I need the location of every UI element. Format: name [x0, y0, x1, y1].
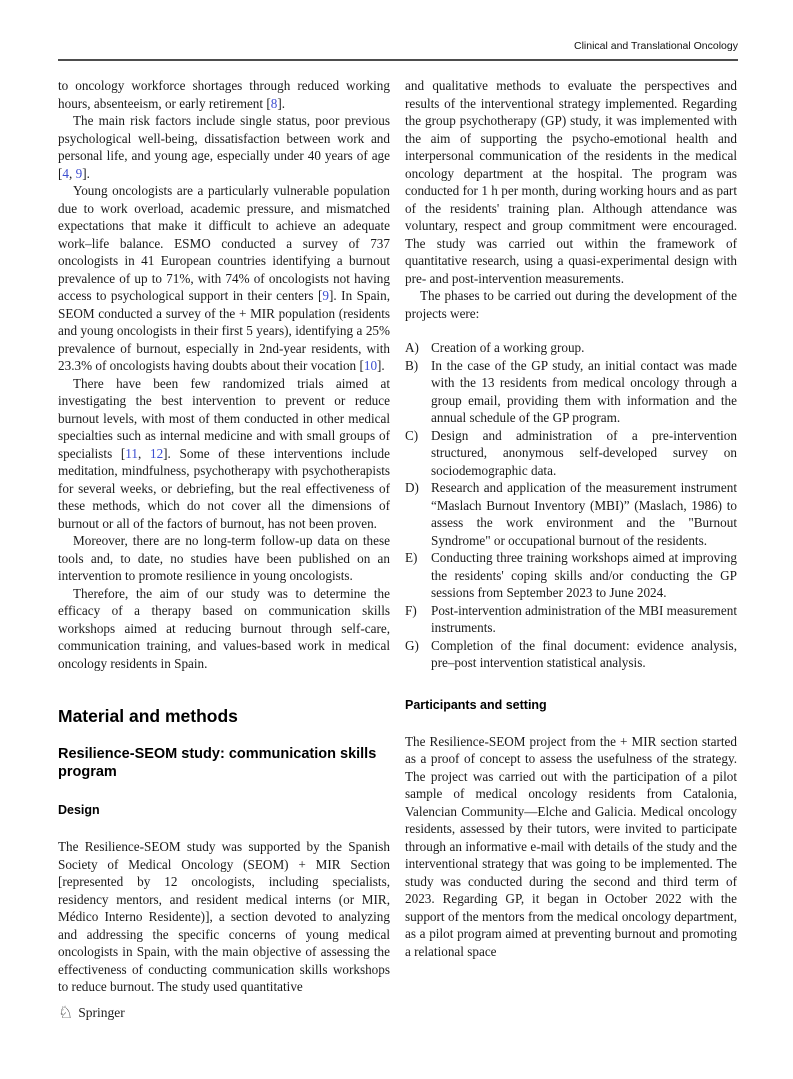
right-column — [405, 77, 737, 996]
text-run: The main risk factors include single status, poor previous psychological well-being, dissatisfaction between work and personal life, and young age, especially under 40 years of age [ — [58, 113, 390, 181]
list-item-text: Completion of the final document: evidence analysis, pre–post intervention statistical analysis. — [431, 637, 737, 670]
list-item-phase-e — [405, 549, 737, 602]
list-item-phase-a — [405, 339, 737, 357]
page-header — [58, 40, 738, 61]
left-column — [58, 77, 390, 996]
page-content — [58, 40, 738, 996]
paragraph-no-followup-data — [58, 532, 390, 585]
list-item-phase-c — [405, 427, 737, 480]
citation-link[interactable]: 12 — [149, 445, 164, 461]
list-item-label: C) — [405, 427, 419, 443]
list-item-phase-d — [405, 479, 737, 549]
paragraph-participants-description: The Resilience-SEOM project from the + MIR section started as a proof of concept to assess the usefulness of the strategy. The project was carried out with the participation of a pilot sample of medical oncology residents from Catalonia, Valencian Community—Elche and Galicia. Medical oncology residents, assessed by their tutors, were invited to participate through an informative e-mail with details of the study and the interventional strategy that was going to be implemented. The study was conducted during the second and third term of 2023. Regarding GP, it began in October 2022 with the support of the mentors from the medical oncology department, as a pilot program aimed at preventing burnout and promoting a relational space — [405, 733, 737, 959]
text-run: ]. In Spain, SEOM conducted a survey of the + MIR population (residents and young oncologists in their first 5 years), identifying a 25% prevalence of burnout, especially in 2nd-year residents, with 23.3% of oncologists having doubts about their vocation [ — [58, 288, 390, 373]
text-run: , — [137, 445, 150, 461]
list-item-phase-g — [405, 637, 737, 672]
list-item-label: F) — [405, 602, 417, 618]
publisher-name: Springer — [78, 1004, 125, 1020]
list-item-label: G) — [405, 637, 419, 653]
phases-list — [405, 339, 737, 672]
text-run: , — [69, 165, 76, 181]
text-run: Moreover, there are no long-term follow-up data on these tools and, to date, no studies have been published on an intervention to promote resilience in young oncologists. — [58, 533, 390, 583]
paragraph-workforce-shortages — [58, 77, 390, 112]
citation-link[interactable]: 11 — [125, 445, 138, 461]
citation-link[interactable]: 10 — [363, 358, 378, 373]
list-item-text: Post-intervention administration of the MBI measurement instruments. — [431, 602, 737, 635]
header-rule — [58, 59, 738, 61]
paragraph-risk-factors — [58, 112, 390, 182]
subsection-heading-resilience-seom-study: Resilience-SEOM study: communication skills program — [58, 746, 377, 781]
citation-link[interactable]: 9 — [322, 288, 329, 303]
list-item-text: Research and application of the measurement instrument “Maslach Burnout Inventory (MBI)” (Maslach, 1986) to assess the work environment and the "Burnout Syndrome" or occupational burnout of the residents. — [431, 480, 737, 548]
page-footer — [58, 1004, 125, 1021]
text-run: ]. Some of these interventions include meditation, mindfulness, psychotherapy with psychotherapists for several weeks, or debriefing, but the real effectiveness of these methods, which do not cover all the dimensions of burnout or all of the factors of burnout, has not been proven. — [58, 445, 391, 531]
list-item-text: Design and administration of a pre-intervention structured, anonymous self-developed survey on sociodemographic data. — [431, 427, 737, 478]
paragraph-qualitative-methods: and qualitative methods to evaluate the perspectives and results of the interventional strategy implemented. Regarding the group psychotherapy (GP) study, it was implemented with the aim of supporting the psycho-emotional health and interpersonal communication of the residents in the medical oncology department at the hospital. The program was conducted for 1 h per month, during working hours and as part of the residents' training plan. Although attendance was voluntary, respect and group commitment were encouraged. The study was carried out within the framework of quantitative research, using a quasi-experimental design with pre- and post-intervention measurements. — [405, 78, 737, 286]
list-item-label: E) — [405, 550, 418, 565]
paragraph-young-oncologists — [58, 182, 390, 375]
paragraph-randomized-trials — [58, 375, 390, 533]
list-item-label: A) — [405, 340, 419, 355]
text-run: There have been few randomized trials aimed at investigating the best intervention to prevent or reduce burnout levels, with most of them conducted in other medical specialties such as internal medicine and with small groups of specialists [ — [58, 375, 390, 461]
list-item-text: In the case of the GP study, an initial contact was made with the 13 residents from medical oncology through a group email, providing them with information and the annual schedule of the GP program. — [431, 357, 737, 425]
paragraph-phases-intro: The phases to be carried out during the development of the projects were: — [405, 288, 737, 321]
list-item-text: Conducting three training workshops aimed at improving the residents' coping skills and/or conducting the GP sessions from September 2023 to June 2024. — [431, 550, 737, 600]
citation-link[interactable]: 8 — [270, 95, 278, 111]
text-run: ]. — [377, 358, 385, 373]
text-run: ]. — [82, 165, 90, 181]
paragraph-study-aim — [58, 585, 390, 673]
subsubsection-heading-participants-and-setting: Participants and setting — [405, 697, 547, 712]
text-run: ]. — [277, 95, 286, 111]
text-run: Young oncologists are a particularly vulnerable population due to work overload, academic pressure, and mismatched expectations that make it difficult to achieve an adequate work–life balance. ESMO conducted a survey of 737 oncologists in 41 European countries identifying a burnout prevalence of up to 71%, with 74% of oncologists not having access to psychological support in their centers [ — [58, 183, 390, 303]
list-item-phase-f — [405, 602, 737, 637]
list-item-label: B) — [405, 357, 419, 373]
text-run: Therefore, the aim of our study was to determine the efficacy of a therapy based on communication skills workshops aimed at reducing burnout through self-care, communication training, and values-based work in medical oncology residents in Spain. — [58, 585, 390, 671]
paragraph-design-description: The Resilience-SEOM study was supported by the Spanish Society of Medical Oncology (SEOM) + MIR Section [represented by 12 oncologists, including specialists, residency mentors, and resident medical interns (or MIR, Médico Interno Residente)], a section devoted to analyzing and addressing the specific concerns of young medical oncologists in Spain, with the main objective of assessing the effectiveness of conducting communication skills workshops to reduce burnout. The study used quantitative — [58, 839, 390, 995]
citation-link[interactable]: 4 — [62, 165, 69, 181]
citation-link[interactable]: 9 — [75, 165, 83, 181]
springer-knight-logo-icon: ♘ — [58, 1003, 74, 1022]
subsubsection-heading-design: Design — [58, 803, 100, 818]
list-item-phase-b — [405, 357, 737, 427]
two-column-body — [58, 77, 738, 996]
text-run: to oncology workforce shortages through reduced working hours, absenteeism, or early retirement [ — [58, 78, 390, 111]
section-heading-material-and-methods: Material and methods — [58, 706, 238, 726]
journal-title: Clinical and Translational Oncology — [573, 40, 738, 52]
list-item-text: Creation of a working group. — [431, 340, 585, 355]
list-item-label: D) — [405, 480, 419, 495]
